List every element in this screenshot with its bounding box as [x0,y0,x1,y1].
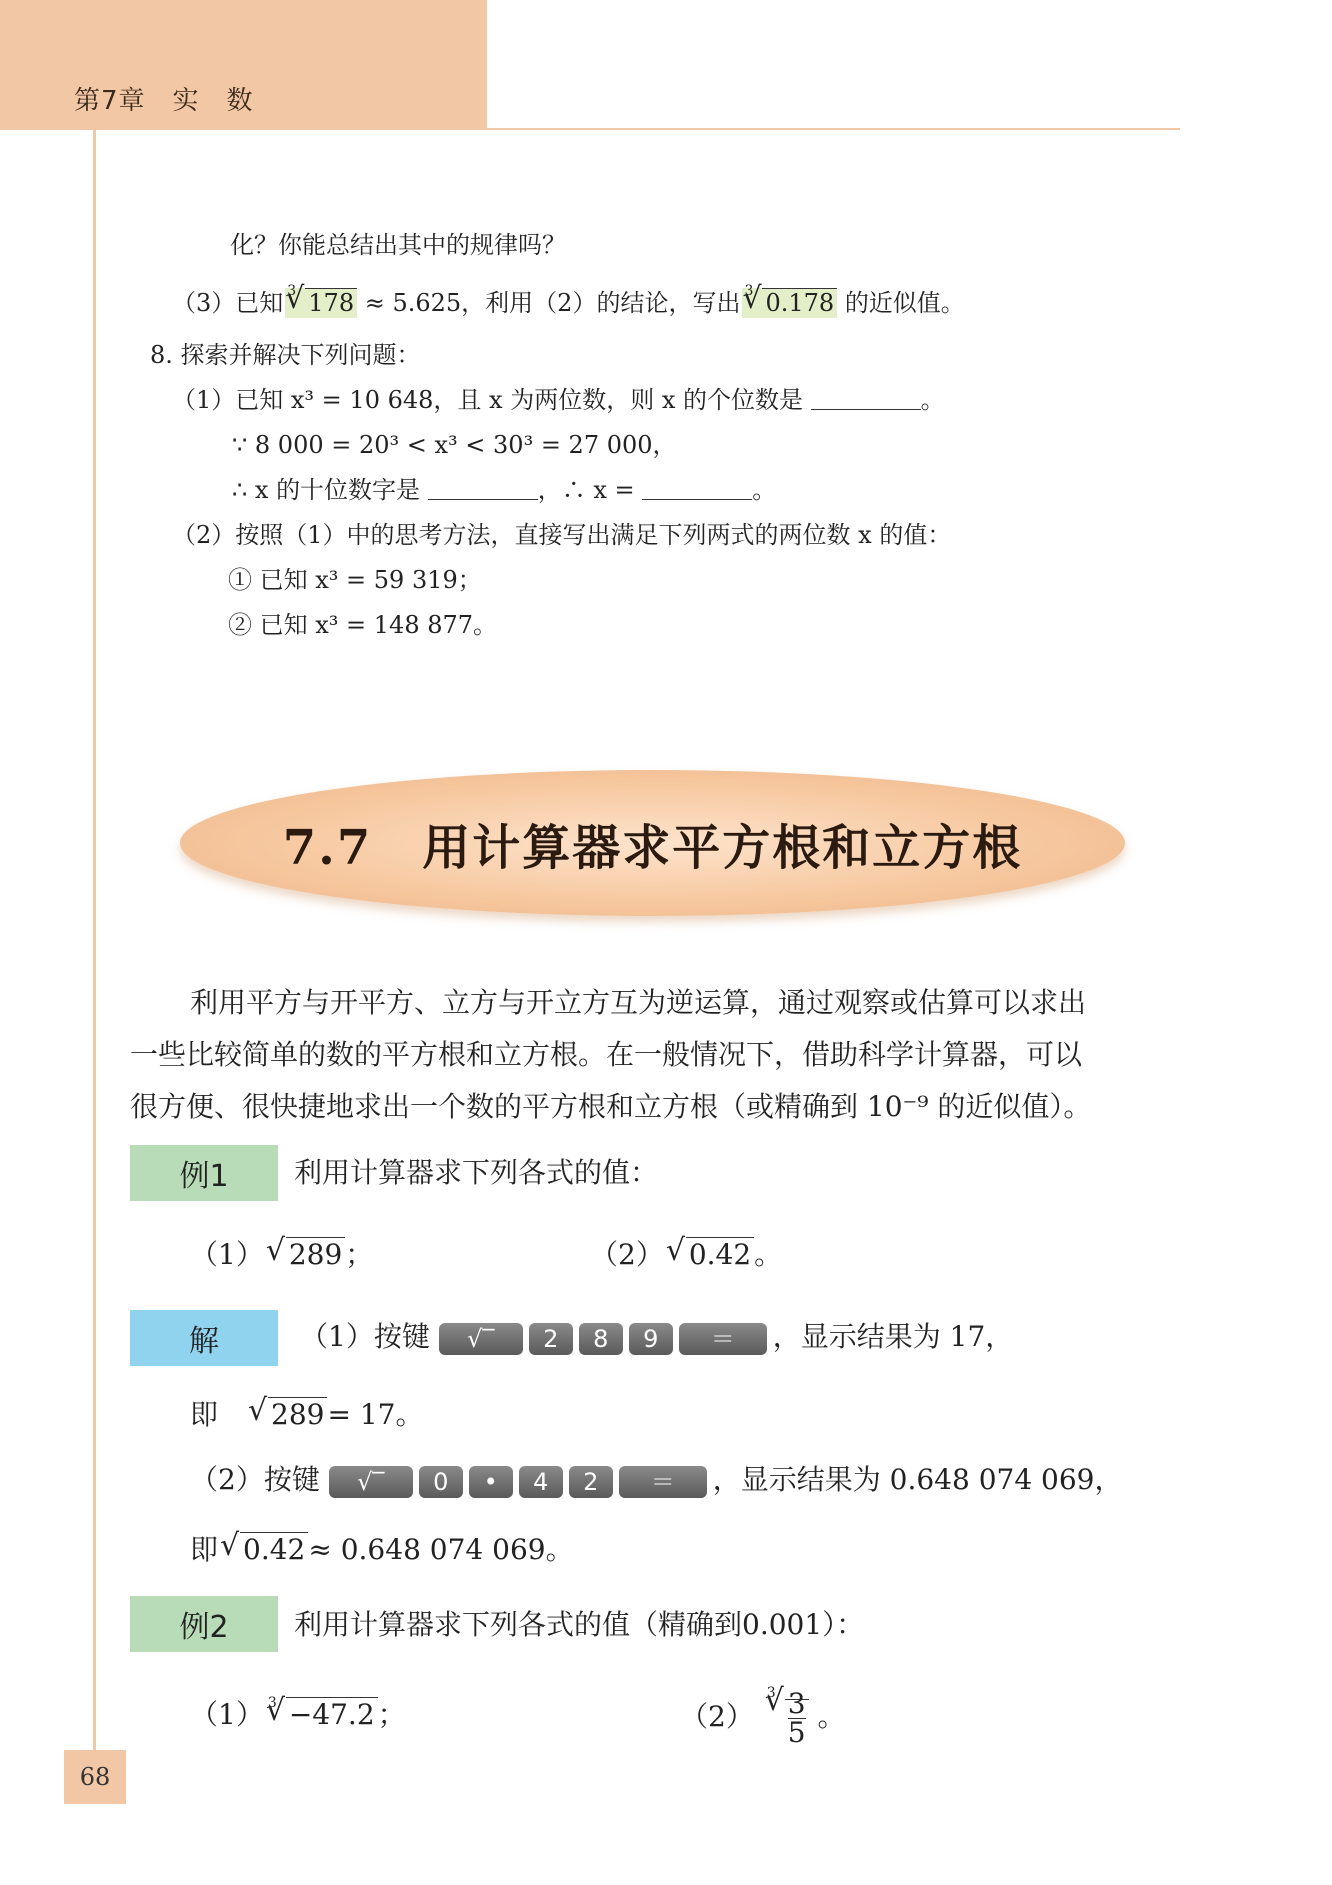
intro-line-2: 一些比较简单的数的平方根和立方根。在一般情况下，借助科学计算器，可以 [130,1038,1083,1071]
exercise-q8-step: ∵ 8 000 = 20³ < x³ < 30³ = 27 000， [232,431,677,459]
exercise-q8-1: （1）已知 x³ = 10 648，且 x 为两位数，则 x 的个位数是 。 [172,386,945,414]
decimal-key: • [469,1466,513,1498]
exercise-q3: （3）已知 √ 3 178 ≈ 5.625，利用（2）的结论，写出 √ 3 0.178 的近似值。 [172,288,965,318]
intro-line-1: 利用平方与开平方、立方与开立方互为逆运算，通过观察或估算可以求出 [190,986,1087,1019]
example1-prompt: 利用计算器求下列各式的值： [294,1156,659,1189]
example1-tag: 例1 [130,1145,278,1201]
digit-key: 9 [629,1323,673,1355]
example2-item2: （2） √ 3 $\frac{3}{5}$ 。 [680,1690,845,1747]
header-rule [487,128,1180,130]
example2-item1: （1） √ 3 −47.2 ； [190,1700,406,1730]
section-title: 7.7 用计算器求平方根和立方根 [282,819,1023,876]
solution-step2: （2）按键 √‾ 0 • 4 2 ＝ ，显示结果为 0.648 074 069， [190,1463,1123,1496]
example2-prompt: 利用计算器求下列各式的值（精确到0.001）： [294,1608,865,1641]
equals-key: ＝ [619,1466,707,1498]
example2-tag: 例2 [130,1596,278,1652]
solution-result2: 即√ 0.42 ≈ 0.648 074 069。 [190,1535,574,1565]
margin-rule [93,130,96,1750]
digit-key: 2 [569,1466,613,1498]
exercise-q8-conclusion: ∴ x 的十位数字是 ，∴ x = 。 [232,476,777,504]
example1-item1: （1）√ 289 ； [190,1240,373,1270]
sqrt-key: √‾ [329,1466,413,1498]
digit-key: 0 [419,1466,463,1498]
solution-step1: （1）按键 √‾ 2 8 9 ＝ ，显示结果为 17， [300,1320,1014,1353]
page-number: 68 [64,1750,126,1804]
exercise-q8-2a: ① 已知 x³ = 59 319； [228,566,482,594]
digit-key: 8 [579,1323,623,1355]
digit-key: 4 [519,1466,563,1498]
digit-key: 2 [529,1323,573,1355]
chapter-title: 第7章 实 数 [74,86,254,116]
exercise-q8: 8. 探索并解决下列问题： [150,341,421,369]
exercise-q8-2: （2）按照（1）中的思考方法，直接写出满足下列两式的两位数 x 的值： [172,521,952,549]
equals-key: ＝ [679,1323,767,1355]
section-banner [180,770,1125,916]
intro-line-3: 很方便、很快捷地求出一个数的平方根和立方根（或精确到 10⁻⁹ 的近似值）。 [130,1090,1092,1123]
exercise-continuation: 化？你能总结出其中的规律吗？ [230,231,566,259]
sqrt-key: √‾ [439,1323,523,1355]
solution-tag: 解 [130,1310,278,1366]
exercise-q8-2b: ② 已知 x³ = 148 877。 [228,611,498,639]
solution-result1: 即 √ 289 = 17。 [190,1400,423,1430]
example1-item2: （2）√ 0.42 。 [590,1240,782,1270]
